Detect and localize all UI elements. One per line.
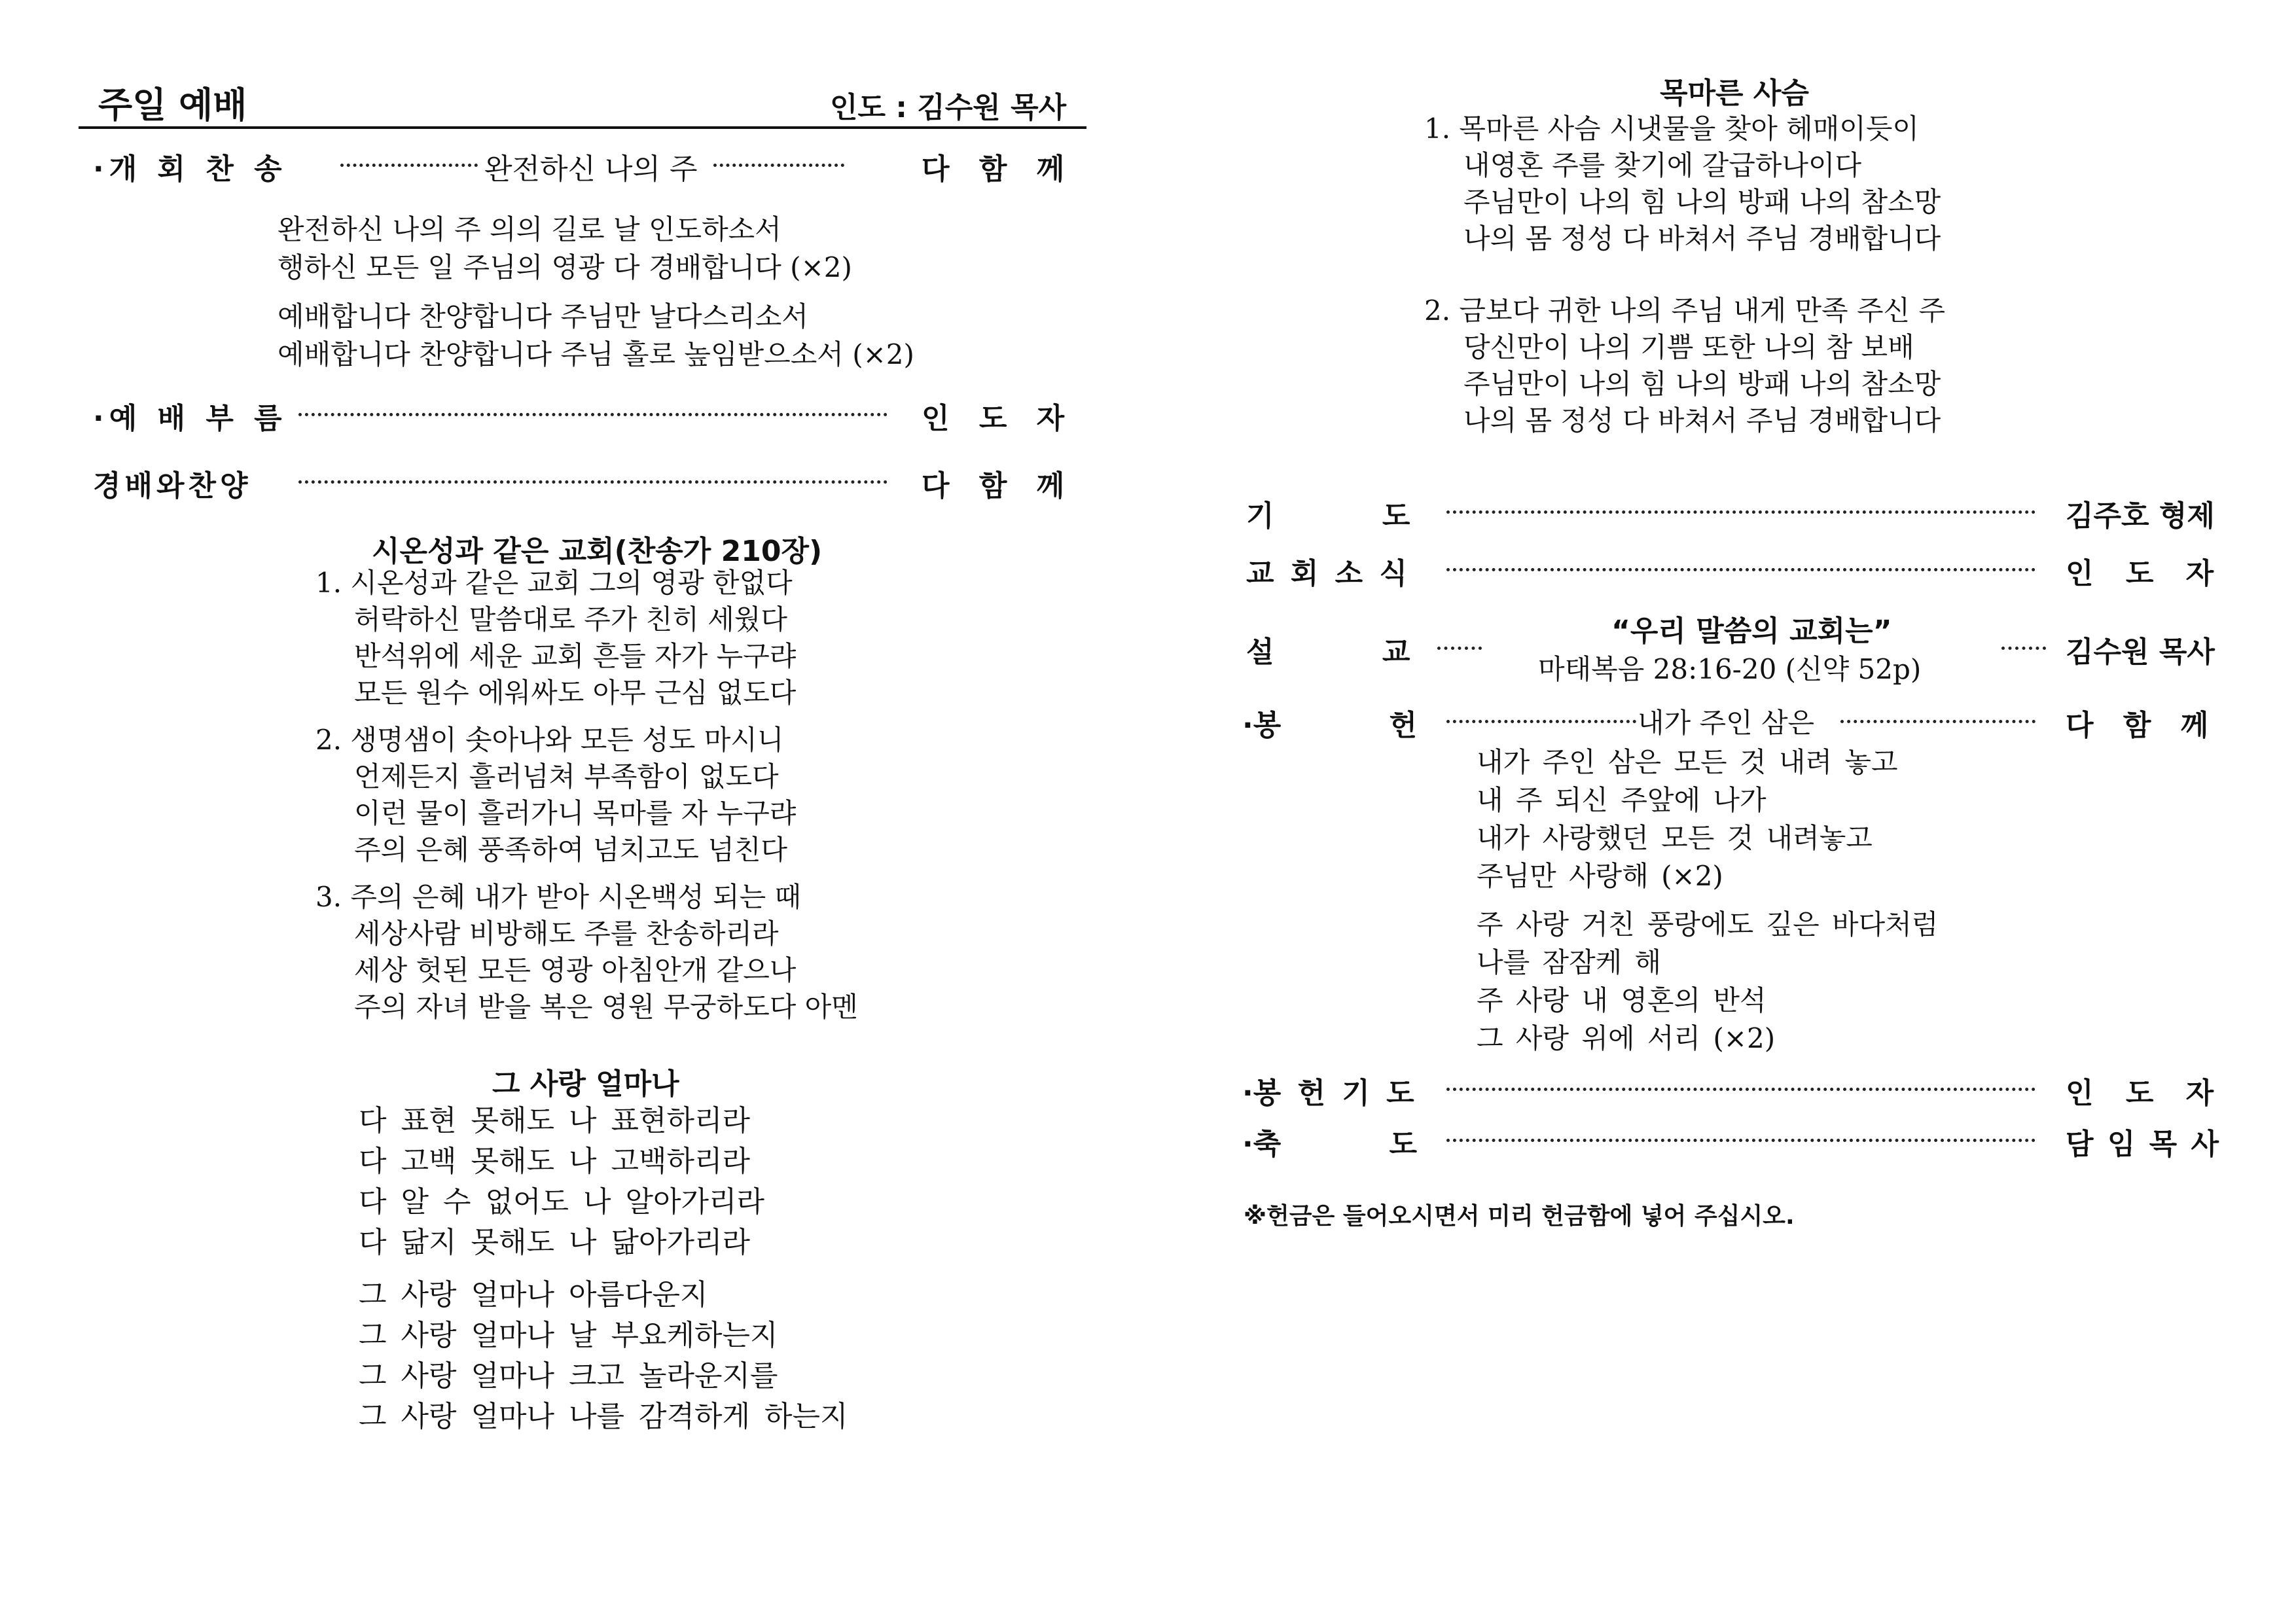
leader-dots bbox=[340, 164, 478, 167]
lyric-line: 주 사랑 내 영혼의 반석 bbox=[1477, 984, 1767, 1016]
lyric-line: 그 사랑 얼마나 날 부요케하는지 bbox=[359, 1319, 778, 1352]
leader-name: 인도 : 김수원 목사 bbox=[830, 91, 1067, 124]
row-label: ·봉 헌 기 도 bbox=[1242, 1077, 1414, 1110]
row-label: 설 교 bbox=[1246, 635, 1410, 669]
row-performer: 다 함 께 bbox=[922, 469, 1065, 503]
row-label: 경배와찬양 bbox=[93, 469, 252, 503]
row-label: ·봉 헌 bbox=[1242, 709, 1418, 742]
row-performer: 인 도 자 bbox=[2066, 1077, 2214, 1110]
lyric-line: 행하신 모든 일 주님의 영광 다 경배합니다 (×2) bbox=[278, 251, 852, 283]
lyric-line: 주 사랑 거친 풍랑에도 깊은 바다처럼 bbox=[1477, 908, 1939, 940]
lyric-line: 예배합니다 찬양합니다 주님 홀로 높임받으소서 (×2) bbox=[278, 338, 914, 370]
leader-dots bbox=[1840, 720, 2036, 723]
row-label: 교 회 소 식 bbox=[1246, 557, 1407, 590]
song-name: 내가 주인 삼은 bbox=[1638, 707, 1815, 739]
lyric-line: 반석위에 세운 교회 흔들 자가 누구랴 bbox=[354, 640, 797, 672]
leader-dots bbox=[1446, 568, 2036, 571]
scripture-reference: 마태복음 28:16-20 (신약 52p) bbox=[1538, 653, 1922, 685]
lyric-line: 내가 사랑했던 모든 것 내려놓고 bbox=[1477, 822, 1873, 854]
leader-dots bbox=[298, 413, 888, 416]
leader-dots bbox=[1437, 647, 1482, 650]
row-label: ·예 배 부 름 bbox=[93, 402, 287, 435]
lyric-line: 다 표현 못해도 나 표현하리라 bbox=[359, 1104, 750, 1137]
lyric-line: 허락하신 말씀대로 주가 친히 세웠다 bbox=[354, 603, 787, 635]
row-performer: 인 도 자 bbox=[2066, 557, 2214, 590]
lyric-line: 내 주 되신 주앞에 나가 bbox=[1477, 784, 1767, 816]
lyric-line: 그 사랑 얼마나 아름다운지 bbox=[359, 1278, 708, 1311]
row-performer: 김수원 목사 bbox=[2066, 635, 2215, 669]
lyric-line: 주의 은혜 풍족하여 넘치고도 넘친다 bbox=[354, 834, 787, 866]
lyric-line: 나의 몸 정성 다 바쳐서 주님 경배합니다 bbox=[1463, 223, 1941, 255]
lyric-line: 나를 잠잠케 해 bbox=[1477, 946, 1662, 978]
leader-dots bbox=[2001, 647, 2046, 650]
lyric-line: 모든 원수 에워싸도 아무 근심 없도다 bbox=[354, 677, 797, 709]
song-name: 완전하신 나의 주 bbox=[484, 152, 698, 186]
row-performer: 다 함 께 bbox=[922, 152, 1065, 186]
row-performer: 다 함 께 bbox=[2066, 709, 2209, 742]
leader-dots bbox=[1446, 1088, 2036, 1091]
leader-dots bbox=[1446, 1139, 2036, 1142]
lyric-line: 나의 몸 정성 다 바쳐서 주님 경배합니다 bbox=[1463, 404, 1941, 437]
lyric-line: 언제든지 흘러넘쳐 부족함이 없도다 bbox=[354, 760, 779, 793]
lyric-line: 이런 물이 흘러가니 목마를 자 누구랴 bbox=[354, 797, 797, 829]
row-performer: 김주호 형제 bbox=[2066, 499, 2215, 533]
lyric-line: 주님만 사랑해 (×2) bbox=[1477, 860, 1723, 892]
lyric-line: 그 사랑 얼마나 나를 감격하게 하는지 bbox=[359, 1400, 848, 1433]
lyric-line: 완전하신 나의 주 의의 길로 날 인도하소서 bbox=[278, 213, 781, 245]
lyric-line: 다 고백 못해도 나 고백하리라 bbox=[359, 1145, 750, 1178]
lyric-line: 세상 헛된 모든 영광 아침안개 같으나 bbox=[354, 954, 797, 986]
lyric-line: 3. 주의 은혜 내가 받아 시온백성 되는 때 bbox=[315, 881, 802, 913]
hymn-title: 그 사랑 얼마나 bbox=[492, 1067, 679, 1101]
hymn-title: 시온성과 같은 교회(찬송가 210장) bbox=[372, 535, 823, 568]
leader-dots bbox=[713, 164, 844, 167]
lyric-line: 내가 주인 삼은 모든 것 내려 놓고 bbox=[1477, 746, 1898, 778]
lyric-line: 주님만이 나의 힘 나의 방패 나의 참소망 bbox=[1463, 186, 1941, 218]
leader-dots bbox=[1446, 510, 2036, 514]
lyric-line: 2. 금보다 귀한 나의 주님 내게 만족 주신 주 bbox=[1424, 294, 1946, 327]
lyric-line: 당신만이 나의 기쁨 또한 나의 참 보배 bbox=[1463, 331, 1914, 363]
lyric-line: 주의 자녀 받을 복은 영원 무궁하도다 아멘 bbox=[354, 991, 858, 1023]
lyric-line: 내영혼 주를 찾기에 갈급하나이다 bbox=[1463, 149, 1862, 181]
leader-dots bbox=[298, 480, 888, 484]
lyric-line: 1. 목마른 사슴 시냇물을 찾아 헤매이듯이 bbox=[1424, 113, 1919, 145]
lyric-line: 2. 생명샘이 솟아나와 모든 성도 마시니 bbox=[315, 724, 784, 756]
hymn-title: 목마른 사슴 bbox=[1660, 77, 1809, 110]
row-performer: 담 임 목 사 bbox=[2066, 1128, 2219, 1161]
row-label: ·축 도 bbox=[1242, 1128, 1418, 1161]
leader-dots bbox=[1446, 720, 1636, 723]
row-label: 기 도 bbox=[1246, 499, 1410, 533]
lyric-line: 다 알 수 없어도 나 알아가리라 bbox=[359, 1185, 764, 1219]
row-performer: 인 도 자 bbox=[922, 402, 1065, 435]
row-label: ·개 회 찬 송 bbox=[93, 152, 287, 186]
lyric-line: 그 사랑 얼마나 크고 놀라운지를 bbox=[359, 1359, 778, 1393]
lyric-line: 1. 시온성과 같은 교회 그의 영광 한없다 bbox=[315, 567, 793, 599]
lyric-line: 주님만이 나의 힘 나의 방패 나의 참소망 bbox=[1463, 368, 1941, 400]
lyric-line: 세상사람 비방해도 주를 찬송하리라 bbox=[354, 918, 779, 950]
sermon-title: “우리 말씀의 교회는” bbox=[1611, 615, 1892, 648]
lyric-line: 그 사랑 위에 서리 (×2) bbox=[1477, 1022, 1776, 1054]
lyric-line: 예배합니다 찬양합니다 주님만 날다스리소서 bbox=[278, 300, 808, 332]
offering-notice: ※헌금은 들어오시면서 미리 헌금함에 넣어 주십시오. bbox=[1244, 1203, 1795, 1230]
page-title: 주일 예배 bbox=[98, 84, 247, 126]
header-rule bbox=[79, 126, 1086, 129]
lyric-line: 다 닮지 못해도 나 닮아가리라 bbox=[359, 1226, 750, 1259]
